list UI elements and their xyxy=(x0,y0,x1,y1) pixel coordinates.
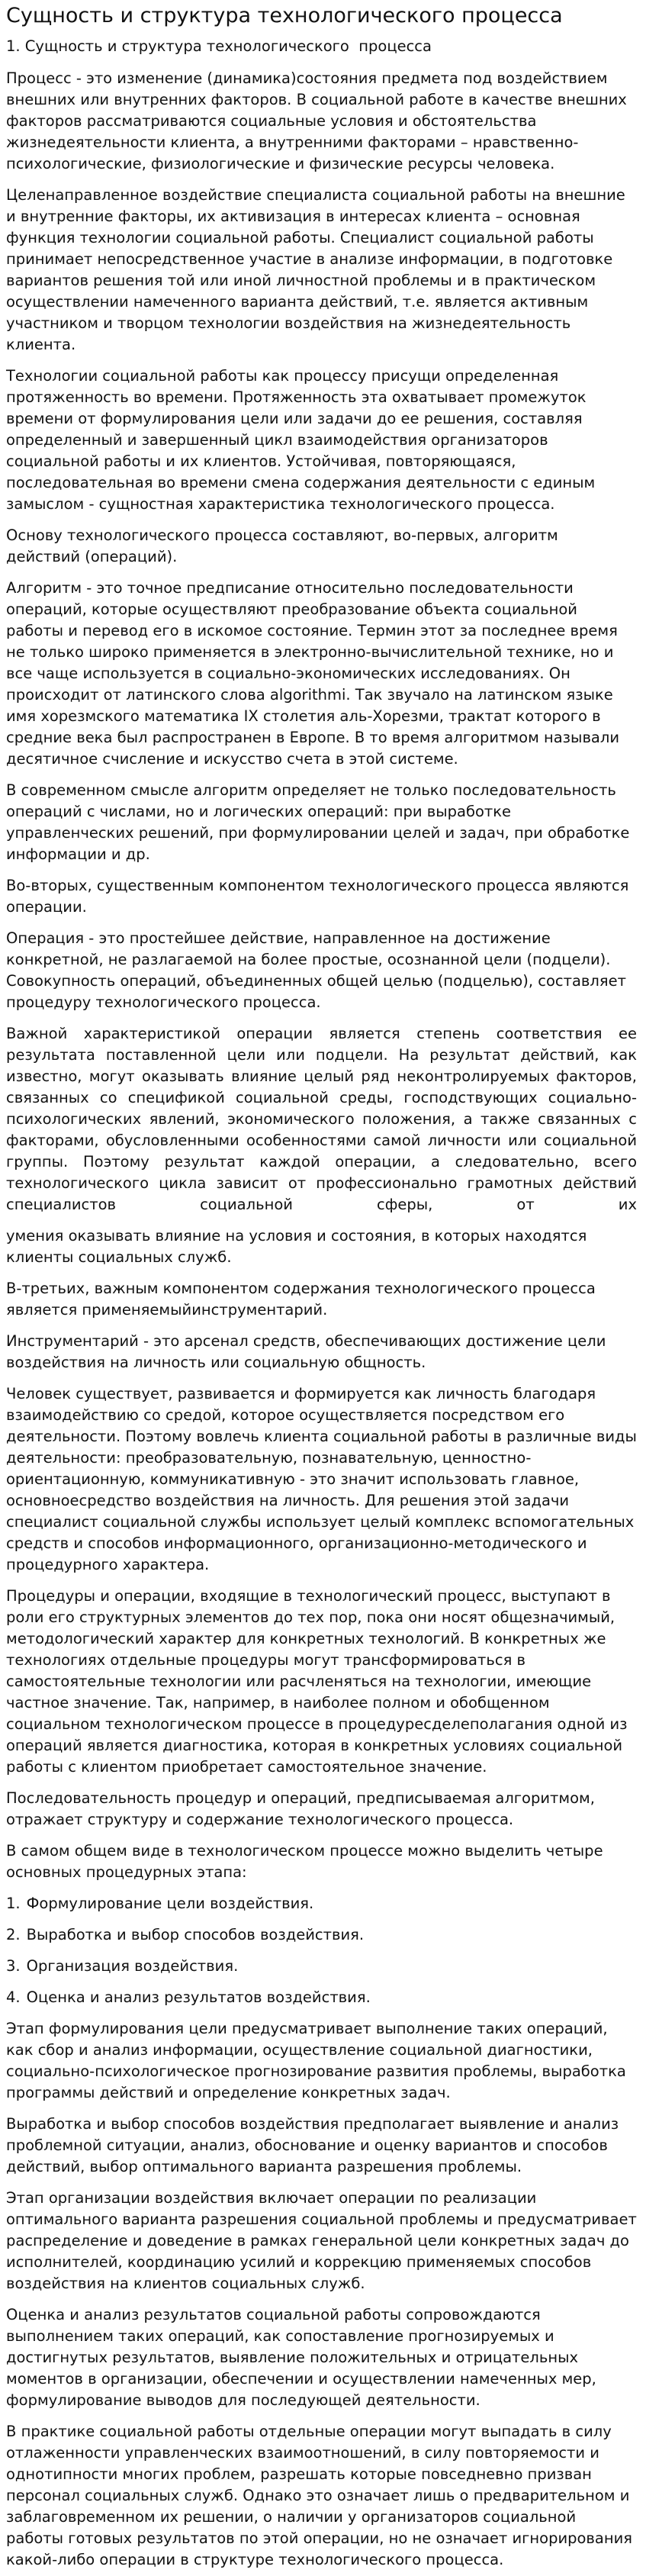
paragraph-operation-definition: Операция - это простейшее действие, направленное на достижение конкретной, не разлагаемой на более простые, осознанной цели (подцели). Совокупность операций, объединенных общей целью (подцелью), составляет процедуру технологического процесса. xyxy=(6,929,626,1011)
paragraph-time-duration: Технологии социальной работы как процессу присущи определенная протяженность во времени. Протяженность эта охватывает промежуток времени от формулирования цели или задачи до ее решения, составляя определенный и завершенный цикл взаимодействия организаторов социальной работы и их клиентов. Устойчивая, повторяющаяся, последовательная во времени смена содержания деятельности с единым замыслом - сущностная характеристика технологического процесса. xyxy=(6,367,596,513)
paragraph-stage-goal: Этап формулирования цели предусматривает выполнение таких операций, как сбор и анализ информации, осуществление социальной диагностики, социально-психологическое прогнозирование развития проблемы, выработка программы действий и определение конкретных задач. xyxy=(6,2020,626,2101)
paragraph-modern-algorithm: В современном смысле алгоритм определяет не только последовательность операций с числами, но и логических операций: при выработке управленческих решений, при формулировании целей и задач, при обработке информации и др. xyxy=(6,781,630,863)
paragraph-operations-component: Во-вторых, существенным компонентом технологического процесса являются операции. xyxy=(6,877,629,916)
list-item-number: 3. xyxy=(6,1957,21,1975)
list-item-label: Формулирование цели воздействия. xyxy=(26,1895,314,1912)
paragraph-sequence: Последовательность процедур и операций, предписываемая алгоритмом, отражает структуру и содержание технологического процесса. xyxy=(6,1789,595,1828)
paragraph-four-stages-intro: В самом общем виде в технологическом процессе можно выделить четыре основных процедурных этапа: xyxy=(6,1842,603,1881)
paragraph-instruments-definition: Инструментарий - это арсенал средств, обеспечивающих достижение цели воздействия на личность или социальную общность. xyxy=(6,1332,606,1371)
page-title: Сущность и структура технологического процесса xyxy=(6,4,563,27)
list-item xyxy=(6,1924,637,1946)
paragraph-algorithm-definition: Алгоритм - это точное предписание относительно последовательности операций, которые осуществляют преобразование объекта социальной работы и перевод его в искомое состояние. Термин этот за последнее время не только широко применяется в электронно-вычислительной технике, но и все чаще используется в социально-экономических исследованиях. Он происходит от латинского слова algorithmi. Так звучало на латинском языке имя хорезмского математика IX столетия аль-Хорезми, трактат которого в средние века был распространен в Европе. В то время алгоритмом называли десятичное счисление и искусство счета в этой системе. xyxy=(6,579,620,768)
paragraph-stage-organization: Этап организации воздействия включает операции по реализации оптимального варианта разрешения социальной проблемы и предусматривает распределение и доведение в рамках генеральной цели конкретных задач до исполнителей, координацию усилий и коррекцию применяемых способов воздействия на клиентов социальных служб. xyxy=(6,2189,637,2292)
paragraph-procedures-operations: Процедуры и операции, входящие в технологический процесс, выступают в роли его структурных элементов до тех пор, пока они носят общезначимый, методологический характер для конкретных технологий. В конкретных же технологиях отдельные процедуры могут трансформироваться в самостоятельные технологии или расчленяться на технологии, имеющие частное значение. Так, например, в наиболее полном и обобщенном социальном технологическом процессе в процедуресделеполагания одной из операций является диагностика, которая в конкретных условиях социальной работы с клиентом приобретает самостоятельное значение. xyxy=(6,1587,628,1776)
list-item-label: Организация воздействия. xyxy=(26,1957,239,1975)
paragraph-purposeful-impact: Целенаправленное воздействие специалиста социальной работы на внешние и внутренние факторы, их активизация в интересах клиента – основная функция технологии социальной работы. Специалист социальной работы принимает непосредственное участие в анализе информации, в подготовке вариантов решения той или иной личностной проблемы и в практическом осуществлении намеченного варианта действий, т.е. является активным участником и творцом технологии воздействия на жизнедеятельность клиента. xyxy=(6,186,625,353)
list-item-label: Оценка и анализ результатов воздействия. xyxy=(26,1988,371,2006)
section-heading: 1. Сущность и структура технологического процесса xyxy=(6,37,432,55)
paragraph-continuation: умения оказывать влияние на условия и состояния, в которых находятся клиенты социальных служб. xyxy=(6,1227,587,1266)
paragraph-practice-note: В практике социальной работы отдельные операции могут выпадать в силу отлаженности управленческих взаимоотношений, в силу повторяемости и однотипности многих проблем, разрешать которые повседневно призван персонал социальных служб. Однако это означает лишь о предварительном и заблаговременном их решении, о наличии у организаторов социальной работы готовых результатов по этой операции, но не означает игнорирования какой-либо операции в структуре технологического процесса. xyxy=(6,2423,633,2568)
paragraph-stage-evaluation: Оценка и анализ результатов социальной работы сопровождаются выполнением таких операций, как сопоставление прогнозируемых и достигнутых результатов, выявление положительных и отрицательных моментов в организации, обеспечении и осуществлении намеченных мер, формулирование выводов для последующей деятельности. xyxy=(6,2306,596,2409)
list-item-number: 2. xyxy=(6,1926,21,1943)
list-item xyxy=(6,1956,637,1977)
paragraph-instruments-component: В-третьих, важным компонентом содержания технологического процесса является применяемыйинструментарий. xyxy=(6,1280,596,1319)
list-item-number: 1. xyxy=(6,1895,21,1912)
list-item-label: Выработка и выбор способов воздействия. xyxy=(26,1926,365,1943)
list-item xyxy=(6,1893,637,1914)
paragraph-human-activity: Человек существует, развивается и формируется как личность благодаря взаимодействию со средой, которое осуществляется посредством его деятельности. Поэтому вовлечь клиента социальной работы в различные виды деятельности: преобразовательную, познавательную, ценностно-ориентационную, коммуникативную - это значит использовать главное, основноесредство воздействия на личность. Для решения этой задачи специалист социальной службы использует целый комплекс вспомогательных средств и способов информационного, организационно-методического и процедурного характера. xyxy=(6,1385,637,1573)
list-item-number: 4. xyxy=(6,1988,21,2006)
list-item xyxy=(6,1987,637,2008)
paragraph-basis-algorithm: Основу технологического процесса составляют, во-первых, алгоритм действий (операций). xyxy=(6,526,558,565)
paragraph-operation-characteristic: Важной характеристикой операции является степень соответствия ее результата поставленной цели или подцели. На результат действий, как известно, могут оказывать влияние целый ряд неконтролируемых факторов, связанных со спецификой социальной среды, господствующих социально-психологических явлений, экономического положения, а также связанных с факторами, обусловленными особенностями самой личности или социальной группы. Поэтому результат каждой операции, а следовательно, всего технологического цикла зависит от профессионально грамотных действий специалистов социальной сферы, от их xyxy=(6,1025,637,1213)
paragraph-process-definition: Процесс - это изменение (динамика)состояния предмета под воздействием внешних или внутренних факторов. В социальной работе в качестве внешних факторов рассматриваются социальные условия и обстоятельства жизнедеятельности клиента, а внутренними факторами – нравственно-психологические, физиологические и физические ресурсы человека. xyxy=(6,69,627,172)
stages-list xyxy=(6,1893,637,2008)
paragraph-stage-methods: Выработка и выбор способов воздействия предполагает выявление и анализ проблемной ситуации, анализ, обоснование и оценку вариантов и способов действий, выбор оптимального варианта разрешения проблемы. xyxy=(6,2115,619,2175)
